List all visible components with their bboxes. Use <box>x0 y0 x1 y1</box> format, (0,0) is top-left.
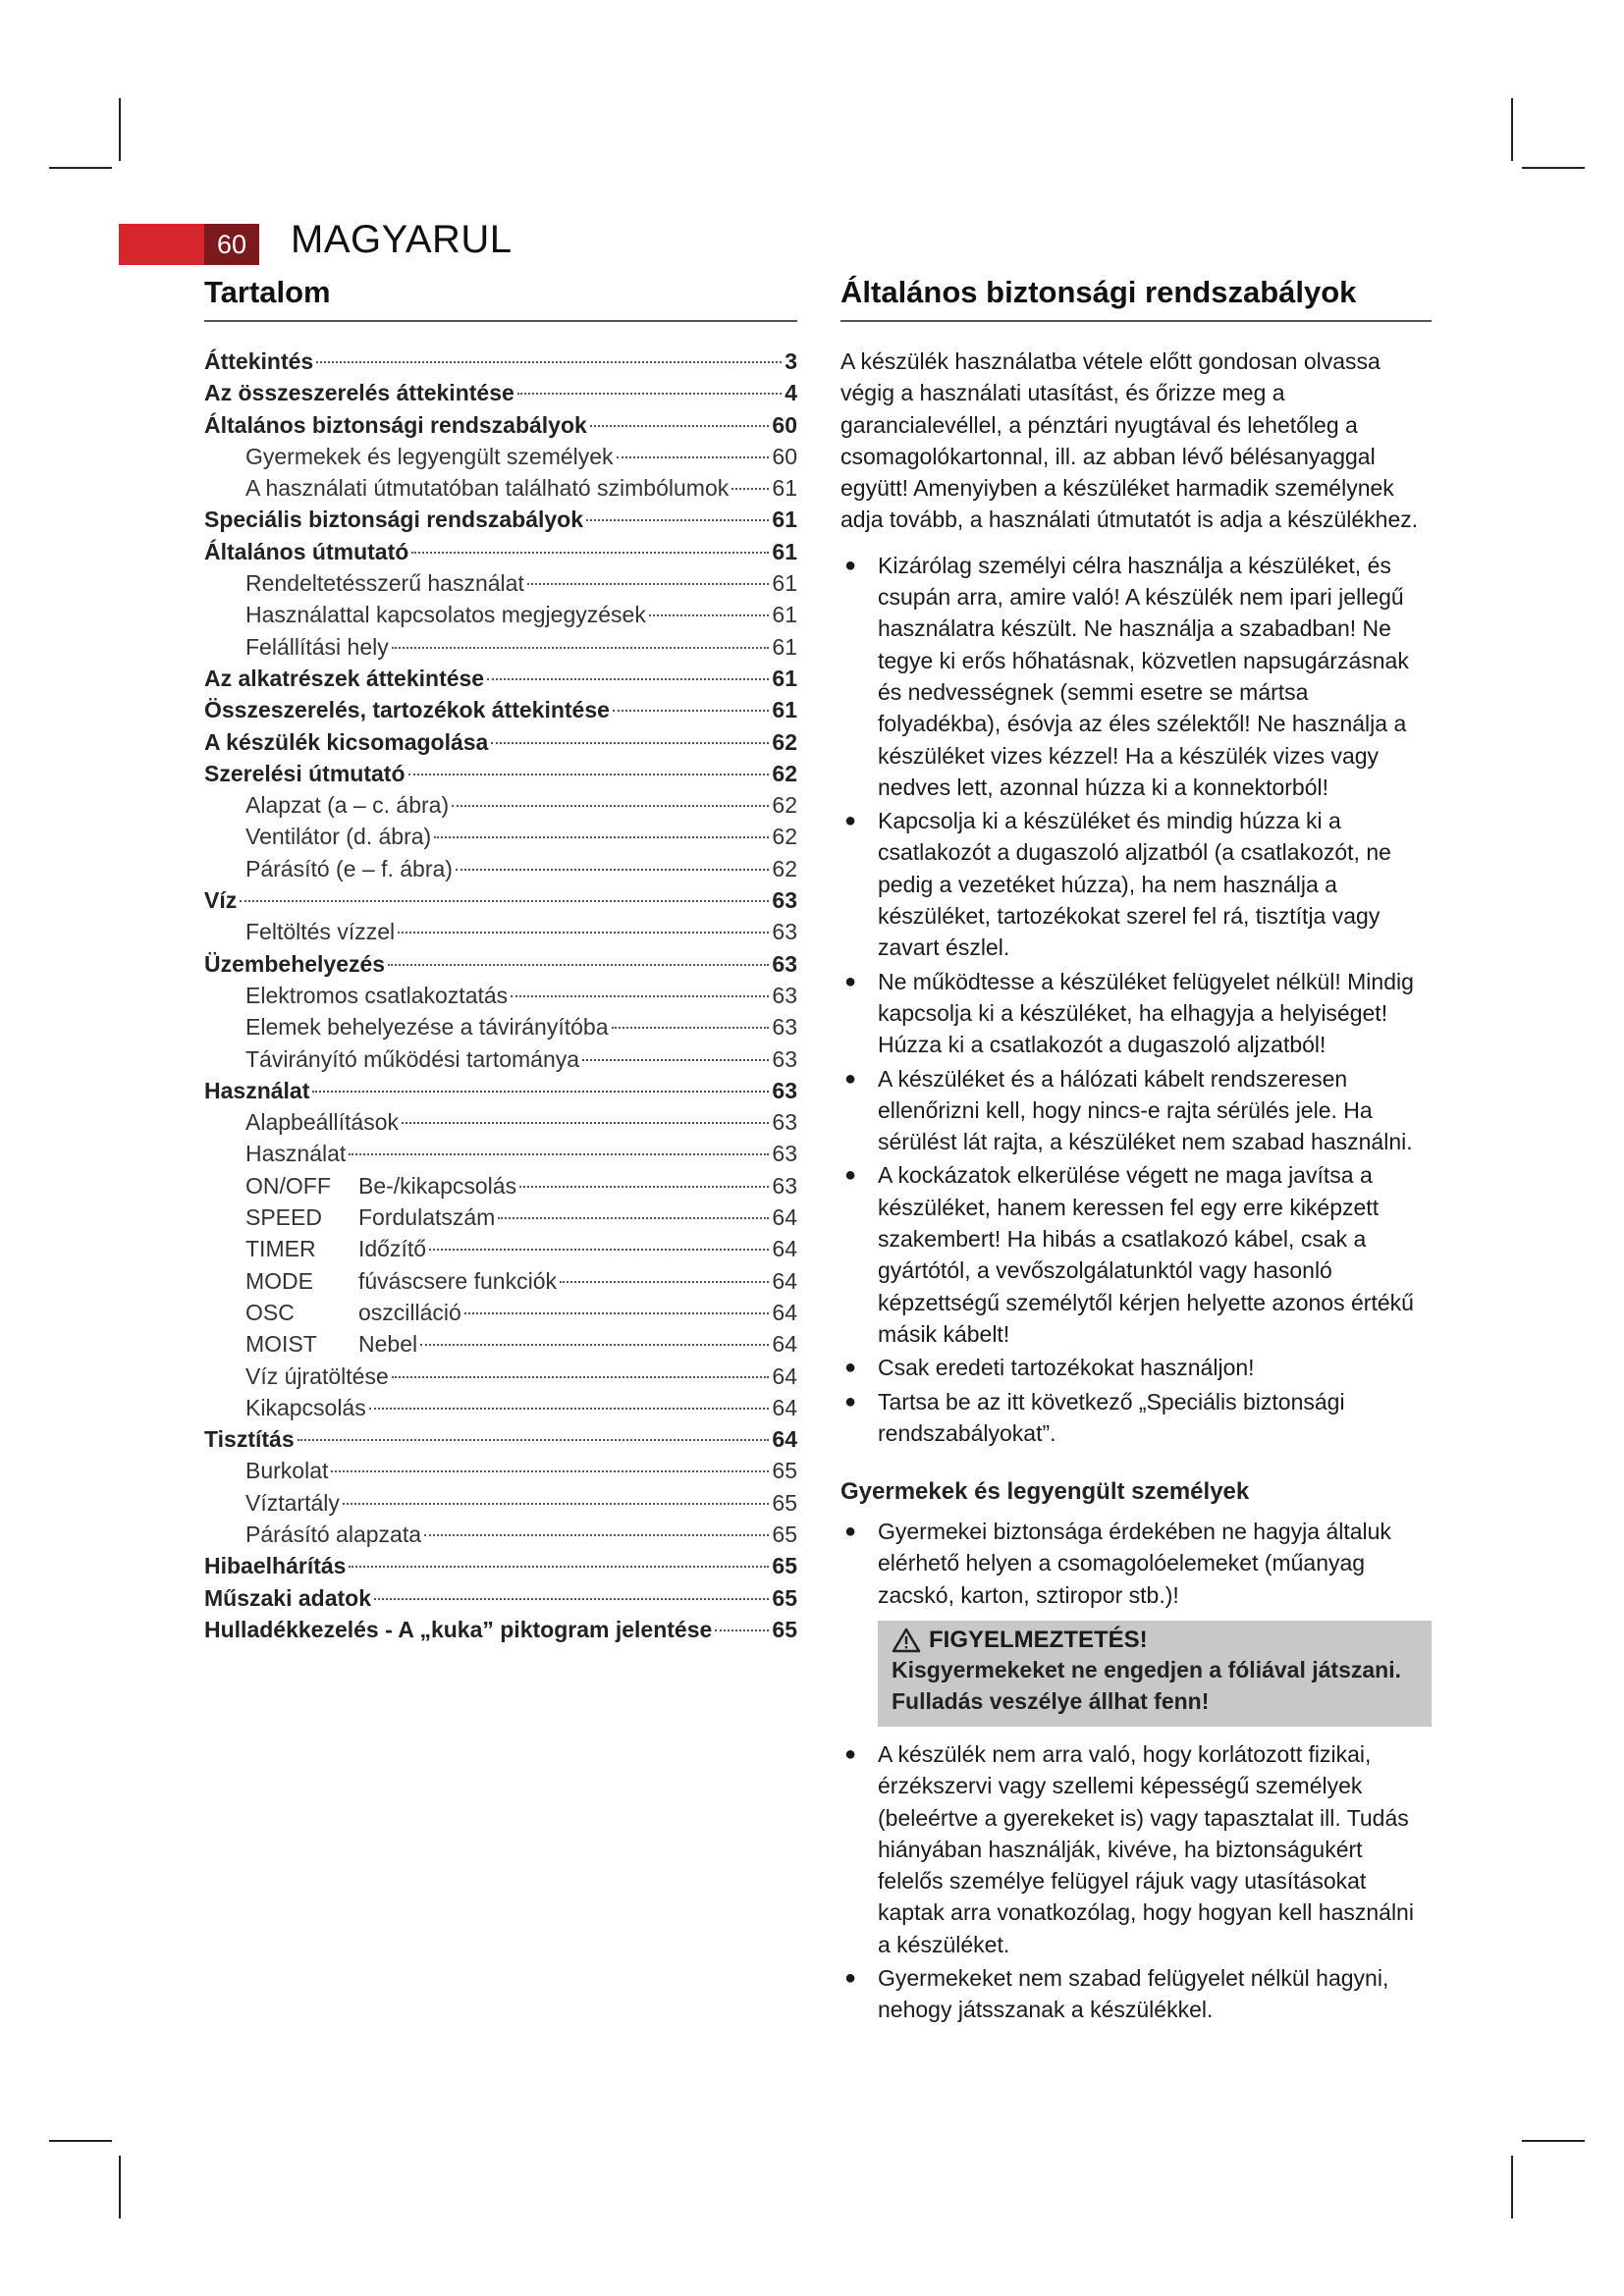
toc-leader-dots <box>343 1503 770 1505</box>
toc-leader-dots <box>298 1439 770 1441</box>
toc-entry-page: 61 <box>772 697 797 723</box>
list-item-text: Tartsa be az itt következő „Speciális biztonsági rendszabályokat”. <box>878 1388 1345 1446</box>
toc-entry <box>204 726 797 758</box>
toc-leader-dots <box>398 932 769 934</box>
bullet-icon: ● <box>844 1742 857 1765</box>
toc-entry <box>204 409 797 441</box>
toc-entry-label: Víz <box>204 887 238 914</box>
toc-entry-label: Tisztítás <box>204 1426 295 1453</box>
toc-entry <box>204 1265 797 1297</box>
toc-leader-dots <box>527 583 770 585</box>
toc-entry-page: 63 <box>772 887 797 914</box>
toc-entry-label: Rendeltetésszerű használat <box>245 570 524 597</box>
toc-entry-page: 3 <box>785 348 797 374</box>
toc-entry-page: 63 <box>772 950 797 977</box>
toc-entry-page: 4 <box>785 380 797 406</box>
toc-list <box>204 346 797 1645</box>
toc-entry-page: 65 <box>772 1458 797 1484</box>
toc-entry <box>204 536 797 567</box>
language-title: MAGYARUL <box>291 218 513 261</box>
toc-entry-page: 63 <box>772 1172 797 1199</box>
toc-entry-label: Ventilátor (d. ábra) <box>245 824 432 850</box>
toc-entry-label: Víz újratöltése <box>245 1362 389 1389</box>
toc-entry-label: Víztartály <box>245 1489 340 1516</box>
toc-entry-label: Párásító (e – f. ábra) <box>245 855 453 881</box>
toc-entry-code: MODE <box>245 1267 313 1294</box>
toc-entry-label: Gyermekek és legyengült személyek <box>245 443 614 469</box>
toc-entry <box>204 1392 797 1423</box>
toc-entry <box>204 1519 797 1550</box>
toc-leader-dots <box>452 805 769 807</box>
toc-entry <box>204 694 797 725</box>
list-item <box>840 1738 1432 1960</box>
toc-entry-page: 65 <box>772 1489 797 1516</box>
toc-entry-page: 60 <box>772 443 797 469</box>
toc-entry-page: 64 <box>772 1394 797 1420</box>
toc-entry <box>204 884 797 916</box>
toc-entry <box>204 821 797 852</box>
toc-entry-label: Elemek behelyezése a távirányítóba <box>245 1014 609 1041</box>
toc-leader-dots <box>429 1249 769 1251</box>
toc-leader-dots <box>715 1629 769 1631</box>
toc-leader-dots <box>617 456 770 458</box>
toc-leader-dots <box>613 710 769 712</box>
bullet-icon: ● <box>844 554 857 576</box>
list-item <box>840 550 1432 803</box>
toc-entry-label: Áttekintés <box>204 348 314 374</box>
toc-leader-dots <box>491 742 769 744</box>
warning-box <box>878 1621 1432 1727</box>
list-item <box>840 805 1432 963</box>
toc-entry-label: Távirányító működési tartománya <box>245 1045 580 1072</box>
toc-entry <box>204 1455 797 1486</box>
toc-entry-page: 63 <box>772 1045 797 1072</box>
toc-entry-code: TIMER <box>245 1236 316 1262</box>
toc-entry-label: Műszaki adatok <box>204 1584 371 1611</box>
toc-entry-label: Üzembehelyezés <box>204 950 386 977</box>
toc-entry <box>204 1138 797 1169</box>
toc-leader-dots <box>316 361 782 363</box>
toc-entry <box>204 1328 797 1360</box>
toc-leader-dots <box>392 647 770 649</box>
children-bullet-list-1 <box>840 1516 1432 1611</box>
list-item <box>840 1352 1432 1383</box>
toc-entry <box>204 1043 797 1075</box>
toc-entry-label: Felállítási hely <box>245 633 389 660</box>
bullet-icon: ● <box>844 1067 857 1090</box>
list-item <box>840 1962 1432 2026</box>
toc-entry <box>204 1201 797 1233</box>
crop-mark <box>119 98 121 161</box>
toc-entry-page: 64 <box>772 1331 797 1358</box>
toc-entry-page: 65 <box>772 1584 797 1611</box>
toc-entry-label: Feltöltés vízzel <box>245 919 396 945</box>
toc-leader-dots <box>434 836 769 838</box>
list-item-text: Csak eredeti tartozékokat használjon! <box>878 1355 1255 1381</box>
toc-entry <box>204 1075 797 1106</box>
toc-entry-label: A készülék kicsomagolása <box>204 728 489 755</box>
toc-entry <box>204 631 797 663</box>
toc-entry-label: Alapzat (a – c. ábra) <box>245 792 450 819</box>
toc-entry-page: 63 <box>772 982 797 1008</box>
toc-entry-label: Használattal kapcsolatos megjegyzések <box>245 602 646 628</box>
list-item <box>840 966 1432 1061</box>
toc-entry-page: 62 <box>772 792 797 819</box>
toc-entry-page: 64 <box>772 1362 797 1389</box>
toc-entry-page: 61 <box>772 538 797 564</box>
toc-entry <box>204 1550 797 1581</box>
list-item <box>840 1386 1432 1450</box>
children-bullet-list-2 <box>840 1738 1432 2026</box>
toc-entry-label: Szerelési útmutató <box>204 760 406 786</box>
toc-leader-dots <box>331 1470 769 1472</box>
bullet-icon: ● <box>844 1357 857 1379</box>
toc-leader-dots <box>240 900 769 902</box>
toc-leader-dots <box>424 1534 769 1536</box>
toc-entry <box>204 1233 797 1264</box>
toc-entry-page: 61 <box>772 665 797 691</box>
toc-leader-dots <box>519 1186 769 1188</box>
toc-entry <box>204 1011 797 1042</box>
bullet-icon: ● <box>844 1521 857 1543</box>
toc-entry <box>204 663 797 694</box>
toc-entry <box>204 472 797 504</box>
bullet-icon: ● <box>844 1967 857 1990</box>
toc-entry-page: 64 <box>772 1236 797 1262</box>
toc-entry-code: OSC <box>245 1299 295 1325</box>
toc-leader-dots <box>511 995 769 997</box>
toc-leader-dots <box>464 1312 770 1314</box>
list-item <box>840 1159 1432 1350</box>
toc-leader-dots <box>560 1281 769 1283</box>
toc-entry-page: 64 <box>772 1204 797 1231</box>
toc-entry <box>204 504 797 535</box>
toc-entry-page: 63 <box>772 1109 797 1136</box>
toc-entry-page: 64 <box>772 1267 797 1294</box>
toc-entry-page: 62 <box>772 855 797 881</box>
toc-entry-label: fúváscsere funkciók <box>358 1267 557 1294</box>
toc-entry-code: MOIST <box>245 1331 317 1358</box>
toc-entry <box>204 853 797 884</box>
toc-entry-label: Be-/kikapcsolás <box>358 1172 517 1199</box>
toc-leader-dots <box>369 1408 770 1410</box>
warning-title-row <box>892 1627 1418 1654</box>
toc-entry-label: Hibaelhárítás <box>204 1553 347 1579</box>
toc-entry-page: 62 <box>772 728 797 755</box>
toc-entry-label: Összeszerelés, tartozékok áttekintése <box>204 697 610 723</box>
toc-entry <box>204 441 797 472</box>
toc-entry <box>204 1297 797 1328</box>
toc-entry-page: 63 <box>772 1077 797 1103</box>
toc-entry-page: 61 <box>772 570 797 597</box>
safety-bullet-list <box>840 550 1432 1449</box>
crop-mark <box>49 167 112 169</box>
toc-entry-label: Kikapcsolás <box>245 1394 366 1420</box>
toc-entry-page: 60 <box>772 411 797 438</box>
children-heading: Gyermekek és legyengült személyek <box>840 1478 1250 1506</box>
toc-entry-page: 65 <box>772 1553 797 1579</box>
bullet-icon: ● <box>844 1164 857 1187</box>
list-item-text: Gyermekeket nem szabad felügyelet nélkül hagyni, nehogy játsszanak a készülékkel. <box>878 1965 1389 2023</box>
toc-entry <box>204 1487 797 1519</box>
toc-entry <box>204 1361 797 1392</box>
toc-leader-dots <box>392 1376 770 1378</box>
safety-title: Általános biztonsági rendszabályok <box>840 275 1432 322</box>
list-item-text: A készülék nem arra való, hogy korlátozott fizikai, érzékszervi vagy szellemi képességű személyek (beleértve a gyerekeket is) vagy tapasztalat ill. Tudás hiányában használják, kivéve, ha biztonságukért felelős személye felügyel rájuk vagy utasításokat kaptak arra vonatkozólag, hogy hogyan kell használni a készüléket. <box>878 1740 1414 1957</box>
list-item <box>840 1063 1432 1158</box>
toc-entry-label: oszcilláció <box>358 1299 461 1325</box>
toc-entry <box>204 758 797 789</box>
crop-mark <box>1522 167 1585 169</box>
toc-entry-page: 64 <box>772 1299 797 1325</box>
toc-entry-label: Használat <box>204 1077 310 1103</box>
toc-entry-page: 61 <box>772 633 797 660</box>
toc-entry-label: Alapbeállítások <box>245 1109 399 1136</box>
toc-entry-label: Elektromos csatlakoztatás <box>245 982 509 1008</box>
toc-entry-label: Általános biztonsági rendszabályok <box>204 411 587 438</box>
toc-entry <box>204 916 797 947</box>
toc-entry-page: 63 <box>772 919 797 945</box>
toc-entry-page: 62 <box>772 824 797 850</box>
page-number: 60 <box>204 224 259 265</box>
toc-leader-dots <box>649 614 770 616</box>
toc-entry-label: Általános útmutató <box>204 538 409 564</box>
toc-entry-label: Az alkatrészek áttekintése <box>204 665 485 691</box>
warning-title: FIGYELMEZTETÉS! <box>929 1626 1148 1653</box>
toc-leader-dots <box>517 393 782 395</box>
toc-entry-page: 64 <box>772 1426 797 1453</box>
list-item-text: Kapcsolja ki a készüléket és mindig húzza ki a csatlakozót a dugaszoló aljzatból (a csatlakozót, ne pedig a vezetéket húzza), ha nem használja a készüléket, tartozékokat szerel fel rá, tisztítja vagy zavart észlel. <box>878 808 1391 961</box>
toc-entry-code: SPEED <box>245 1204 322 1231</box>
toc-entry-page: 62 <box>772 760 797 786</box>
toc-entry <box>204 980 797 1011</box>
crop-mark <box>119 2156 121 2218</box>
toc-entry-label: Párásító alapzata <box>245 1521 422 1547</box>
toc-leader-dots <box>312 1091 769 1093</box>
toc-entry <box>204 599 797 630</box>
toc-entry-label: Időzítő <box>358 1236 427 1262</box>
bullet-icon: ● <box>844 810 857 832</box>
toc-entry-page: 61 <box>772 475 797 502</box>
list-item: ● Gyermekei biztonsága érdekében ne hagyja általuk elérhető helyen a csomagolóelemeket (műanyag zacskó, karton, sztiropor stb.)! <box>840 1516 1432 1611</box>
toc-entry-label: Burkolat <box>245 1458 329 1484</box>
toc-entry <box>204 1170 797 1201</box>
toc-entry-label: Használat <box>245 1141 347 1167</box>
toc-title: Tartalom <box>204 275 797 322</box>
toc-leader-dots <box>731 488 769 490</box>
bullet-icon: ● <box>844 1390 857 1413</box>
toc-entry-label: Az összeszerelés áttekintése <box>204 380 514 406</box>
toc-leader-dots <box>487 678 769 680</box>
toc-leader-dots <box>456 869 769 871</box>
toc-leader-dots <box>411 552 769 554</box>
toc-leader-dots <box>388 964 769 966</box>
toc-entry-code: ON/OFF <box>245 1172 331 1199</box>
toc-entry-label: A használati útmutatóban található szimbólumok <box>245 475 730 502</box>
crop-mark <box>1511 98 1513 161</box>
bullet-icon: ● <box>844 970 857 992</box>
toc-entry-label: Hulladékkezelés - A „kuka” piktogram jelentése <box>204 1616 713 1642</box>
list-item-text: Ne működtesse a készüléket felügyelet nélkül! Mindig kapcsolja ki a készüléket, ha elhagyja a helyiséget! Húzza ki a csatlakozót a dugaszoló aljzatból! <box>878 968 1414 1058</box>
toc-entry-page: 65 <box>772 1616 797 1642</box>
warning-triangle-icon <box>892 1628 921 1653</box>
toc-leader-dots <box>349 1566 769 1568</box>
toc-leader-dots <box>612 1027 770 1029</box>
toc-leader-dots <box>402 1122 769 1124</box>
list-item-text: A kockázatok elkerülése végett ne maga javítsa a készüléket, hanem keressen fel egy erre kiképzett szakembert! Ha hibás a csatlakozó kábel, csak a gyártótól, a vevőszolgálatunktól vagy hasonló képzettségű személytől kérjen helyette azonos értékű másik kábelt! <box>878 1162 1414 1347</box>
toc-section <box>204 275 797 1645</box>
toc-entry-page: 61 <box>772 507 797 533</box>
toc-entry <box>204 1423 797 1455</box>
crop-mark <box>49 2140 112 2142</box>
toc-leader-dots <box>582 1059 769 1061</box>
crop-mark <box>1511 2156 1513 2218</box>
warning-text: Kisgyermekeket ne engedjen a fóliával játszani. Fulladás veszélye állhat fenn! <box>892 1656 1401 1714</box>
toc-entry <box>204 377 797 408</box>
toc-entry-label: Speciális biztonsági rendszabályok <box>204 507 584 533</box>
toc-entry <box>204 1582 797 1614</box>
toc-entry-label: Nebel <box>358 1331 418 1358</box>
toc-leader-dots <box>590 425 770 427</box>
toc-entry <box>204 567 797 599</box>
toc-leader-dots <box>374 1598 769 1600</box>
toc-entry <box>204 1106 797 1138</box>
toc-entry <box>204 789 797 821</box>
list-item-text: Kizárólag személyi célra használja a készüléket, és csupán arra, amire való! A készülék nem ipari jellegű használatra készült. Ne használja a szabadban! Ne tegye ki erős hőhatásnak, közvetlen napsugárzásnak és nedvességnek (semmi esetre se mártsa folyadékba), ésóvja az éles szélektől! Ne használja a készüléket vizes kézzel! Ha a készülék vizes vagy nedves lett, azonnal húzza ki a konnektorból! <box>878 552 1409 800</box>
toc-entry-page: 63 <box>772 1141 797 1167</box>
toc-entry-page: 65 <box>772 1521 797 1547</box>
toc-entry-page: 63 <box>772 1014 797 1041</box>
toc-entry <box>204 1614 797 1645</box>
crop-mark <box>1522 2140 1585 2142</box>
toc-entry-label: Fordulatszám <box>358 1204 496 1231</box>
safety-section <box>840 275 1432 2028</box>
toc-entry <box>204 346 797 377</box>
toc-leader-dots <box>498 1217 769 1219</box>
toc-leader-dots <box>420 1344 769 1346</box>
safety-intro: A készülék használatba vétele előtt gondosan olvassa végig a használati utasítást, és őrizze meg a garancialevéllel, a pénztári nyugtával és lehetőleg a csomagolókartonnal, ill. az abban lévő bélésanyaggal együtt! Amenyiyben a készüléket harmadik személynek adja tovább, a használati útmutatót is adja a készülékhez. <box>840 348 1419 533</box>
toc-entry-page: 61 <box>772 602 797 628</box>
toc-leader-dots <box>408 774 770 775</box>
toc-entry <box>204 948 797 980</box>
toc-leader-dots <box>586 519 769 521</box>
list-item-text: A készüléket és a hálózati kábelt rendszeresen ellenőrizni kell, hogy nincs-e rajta sérülés jele. Ha sérülést lát rajta, a készüléket nem szabad használni. <box>878 1065 1413 1155</box>
toc-leader-dots <box>349 1153 769 1155</box>
